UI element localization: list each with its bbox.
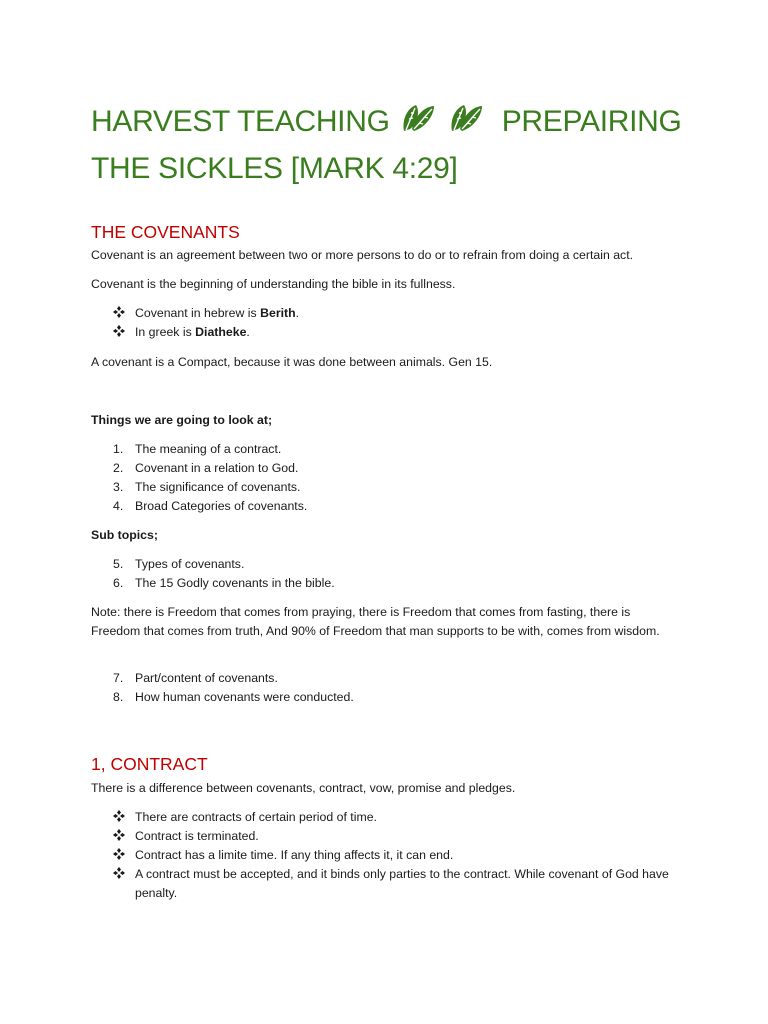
item-text: Contract is terminated. xyxy=(135,829,259,843)
item-text: Covenant in a relation to God. xyxy=(135,461,299,475)
paragraph: Covenant is the beginning of understanding the bible in its fullness. xyxy=(91,277,456,291)
list-number: 5. xyxy=(113,557,124,571)
item-text: There are contracts of certain period of time. xyxy=(135,810,377,824)
item-text: The 15 Godly covenants in the bible. xyxy=(135,576,335,590)
diamond-bullet-icon xyxy=(113,304,133,323)
item-text: The significance of covenants. xyxy=(135,480,301,494)
item-text: In greek is xyxy=(135,325,196,339)
item-text: A contract must be accepted, and it binds only parties to the contract. While covenant of God have penalty. xyxy=(135,867,669,900)
paragraph: A covenant is a Compact, because it was done between animals. Gen 15. xyxy=(91,355,493,369)
item-bold: Diatheke xyxy=(195,325,247,339)
subheading-things: Things we are going to look at; xyxy=(91,413,273,427)
item-text: Part/content of covenants. xyxy=(135,671,278,685)
item-end: . xyxy=(246,325,250,339)
list-number: 7. xyxy=(113,671,124,685)
title-part1: HARVEST TEACHING xyxy=(91,105,390,138)
diamond-bullet-icon xyxy=(113,827,133,846)
item-text: Contract has a limite time. If any thing affects it, it can end. xyxy=(135,848,454,862)
leaf-icon xyxy=(400,101,444,135)
item-text: Broad Categories of covenants. xyxy=(135,499,308,513)
item-text: How human covenants were conducted. xyxy=(135,690,354,704)
item-text: The meaning of a contract. xyxy=(135,442,282,456)
list-number: 3. xyxy=(113,480,124,494)
list-number: 4. xyxy=(113,499,124,513)
document-title xyxy=(91,98,711,192)
list-number: 8. xyxy=(113,690,124,704)
title-part2: PREPAIRING xyxy=(501,105,682,138)
list-number: 1. xyxy=(113,442,124,456)
list-number: 6. xyxy=(113,576,124,590)
subheading-subtopics: Sub topics; xyxy=(91,528,158,542)
item-bold: Berith xyxy=(260,306,296,320)
diamond-bullet-icon xyxy=(113,846,133,865)
section-heading-contract: 1, CONTRACT xyxy=(91,754,208,774)
list-number: 2. xyxy=(113,461,124,475)
diamond-bullet-icon xyxy=(113,323,133,342)
section-heading-covenants: THE COVENANTS xyxy=(91,222,240,242)
item-text: Covenant in hebrew is xyxy=(135,306,261,320)
diamond-bullet-icon xyxy=(113,865,133,884)
diamond-bullet-icon xyxy=(113,808,133,827)
title-line2: THE SICKLES [MARK 4:29] xyxy=(91,152,458,185)
leaf-icon xyxy=(448,101,492,135)
item-text: Types of covenants. xyxy=(135,557,245,571)
paragraph: There is a difference between covenants, contract, vow, promise and pledges. xyxy=(91,781,516,795)
paragraph: Covenant is an agreement between two or more persons to do or to refrain from doing a certain act. xyxy=(91,248,634,262)
note-paragraph: Note: there is Freedom that comes from praying, there is Freedom that comes from fasting, there is Freedom that comes from truth, And 90% of Freedom that man supports to be with, comes from wisdom. xyxy=(91,605,660,638)
item-end: . xyxy=(295,306,300,320)
